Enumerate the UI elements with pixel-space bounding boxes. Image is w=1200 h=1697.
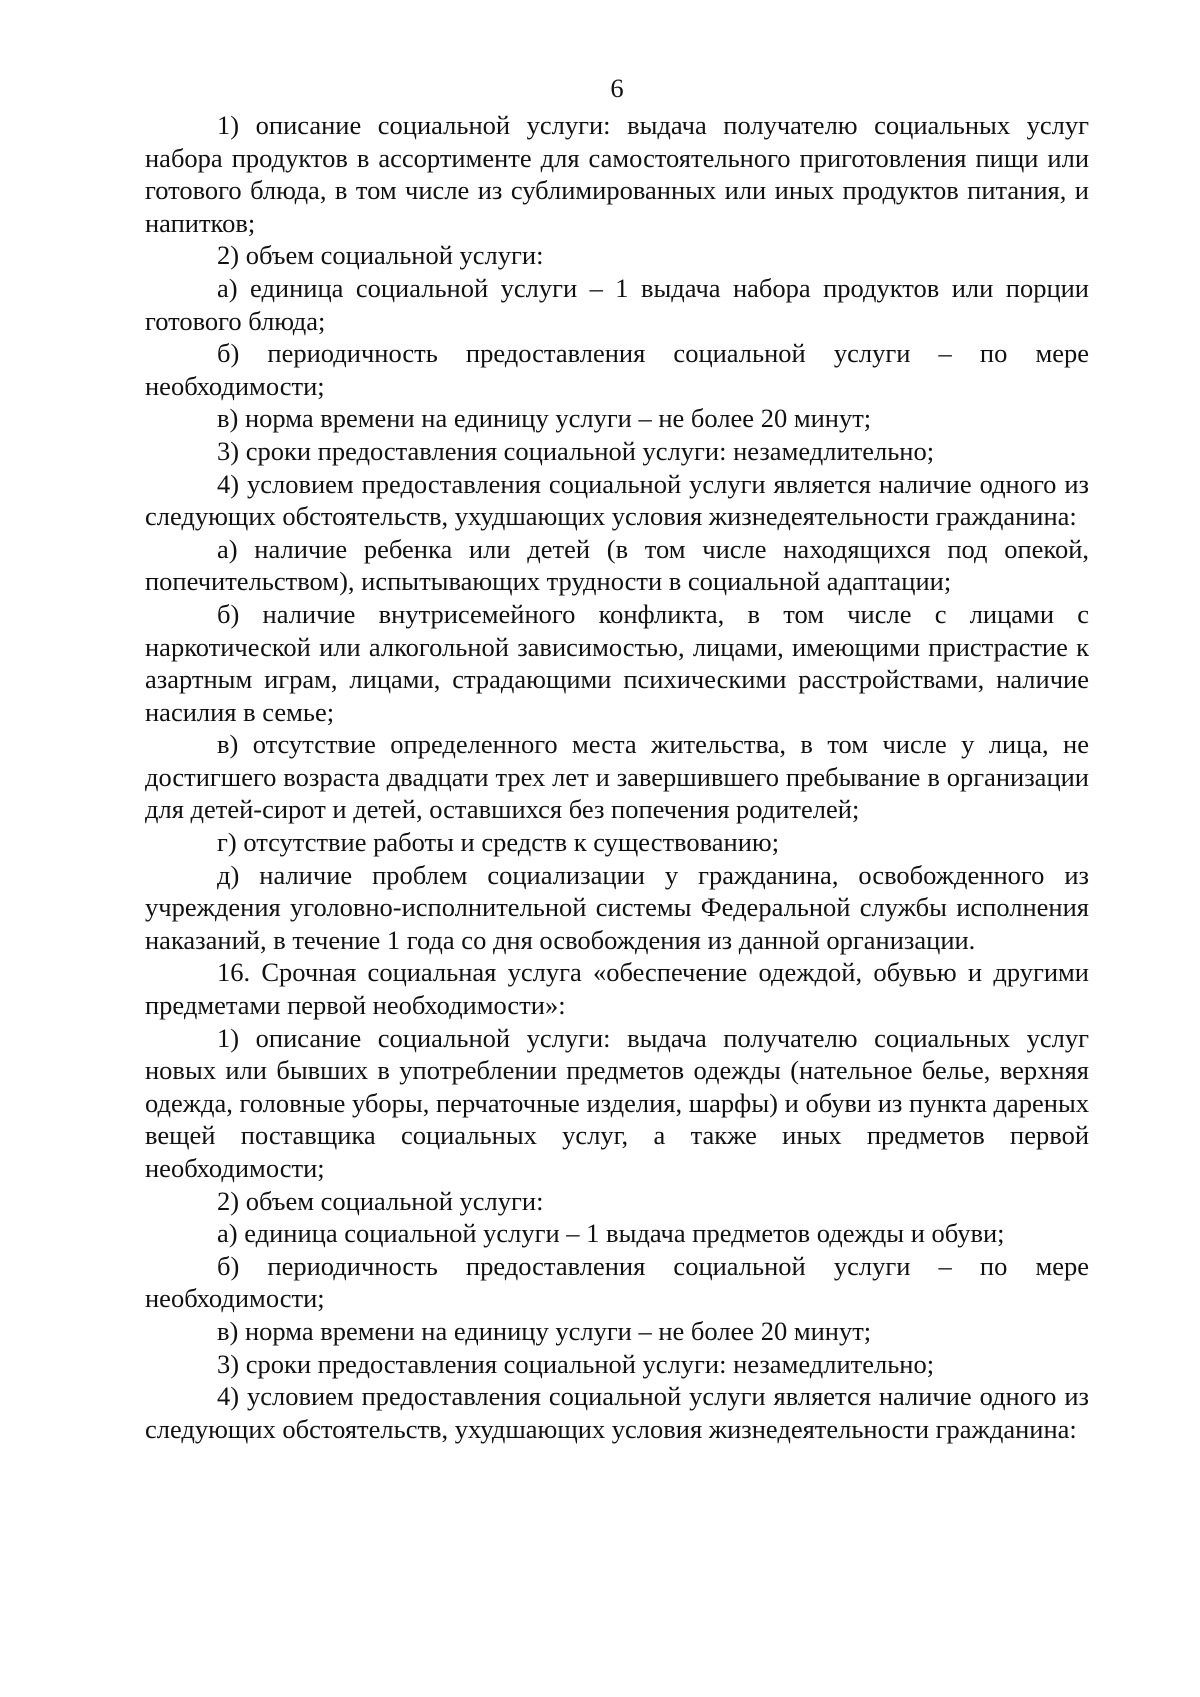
paragraph: 1) описание социальной услуги: выдача получателю социальных услуг новых или бывших в употреблении предметов одежды (нательное белье, верхняя одежда, головные уборы, перчаточные изделия, шарфы) и обуви из пункта дареных вещей поставщика социальных услуг, а также иных предметов первой необходимости; [145,1022,1089,1183]
paragraph: 2) объем социальной услуги: [217,1185,544,1216]
paragraph: г) отсутствие работы и средств к существованию; [217,827,780,858]
paragraph: б) периодичность предоставления социальной услуги – по мере необходимости; [145,338,1089,401]
paragraph: 4) условием предоставления социальной услуги является наличие одного из следующих обстоятельств, ухудшающих условия жизнедеятельности гражданина: [145,1381,1089,1444]
paragraph: б) наличие внутрисемейного конфликта, в том числе с лицами с наркотической или алкогольной зависимостью, лицами, имеющими пристрастие к азартным играм, лицами, страдающими психическими расстройствами, наличие насилия в семье; [145,598,1089,727]
paragraph: в) отсутствие определенного места жительства, в том числе у лица, не достигшего возраста двадцати трех лет и завершившего пребывание в организации для детей-сирот и детей, оставшихся без попечения родителей; [145,729,1089,825]
paragraph: а) единица социальной услуги – 1 выдача набора продуктов или порции готового блюда; [145,272,1089,336]
paragraph: б) периодичность предоставления социальной услуги – по мере необходимости; [145,1250,1089,1314]
paragraph: 1) описание социальной услуги: выдача получателю социальных услуг набора продуктов в ассортименте для самостоятельного приготовления пищи или готового блюда, в том числе из сублимированных или иных продуктов питания, и напитков; [145,110,1089,238]
paragraph: д) наличие проблем социализации у гражданина, освобожденного из учреждения уголовно-исполнительной системы Федеральной службы исполнения наказаний, в течение 1 года со дня освобождения из данной организации. [145,859,1089,955]
paragraph: в) норма времени на единицу услуги – не более 20 минут; [217,403,872,434]
section-heading-paragraph: 16. Срочная социальная услуга «обеспечение одеждой, обувью и другими предметами первой необходимости»: [145,957,1089,1021]
paragraph: 3) сроки предоставления социальной услуги: незамедлительно; [217,435,935,466]
paragraph: а) единица социальной услуги – 1 выдача предметов одежды и обуви; [217,1218,1005,1249]
paragraph: 3) сроки предоставления социальной услуги: незамедлительно; [217,1348,935,1379]
paragraph: 4) условием предоставления социальной услуги является наличие одного из следующих обстоятельств, ухудшающих условия жизнедеятельности гражданина: [145,468,1089,532]
paragraph: 2) объем социальной услуги: [217,240,544,271]
paragraph: в) норма времени на единицу услуги – не более 20 минут; [217,1315,872,1346]
page-number: 6 [610,73,624,103]
paragraph: а) наличие ребенка или детей (в том числе находящихся под опекой, попечительством), испытывающих трудности в социальной адаптации; [145,533,1089,597]
